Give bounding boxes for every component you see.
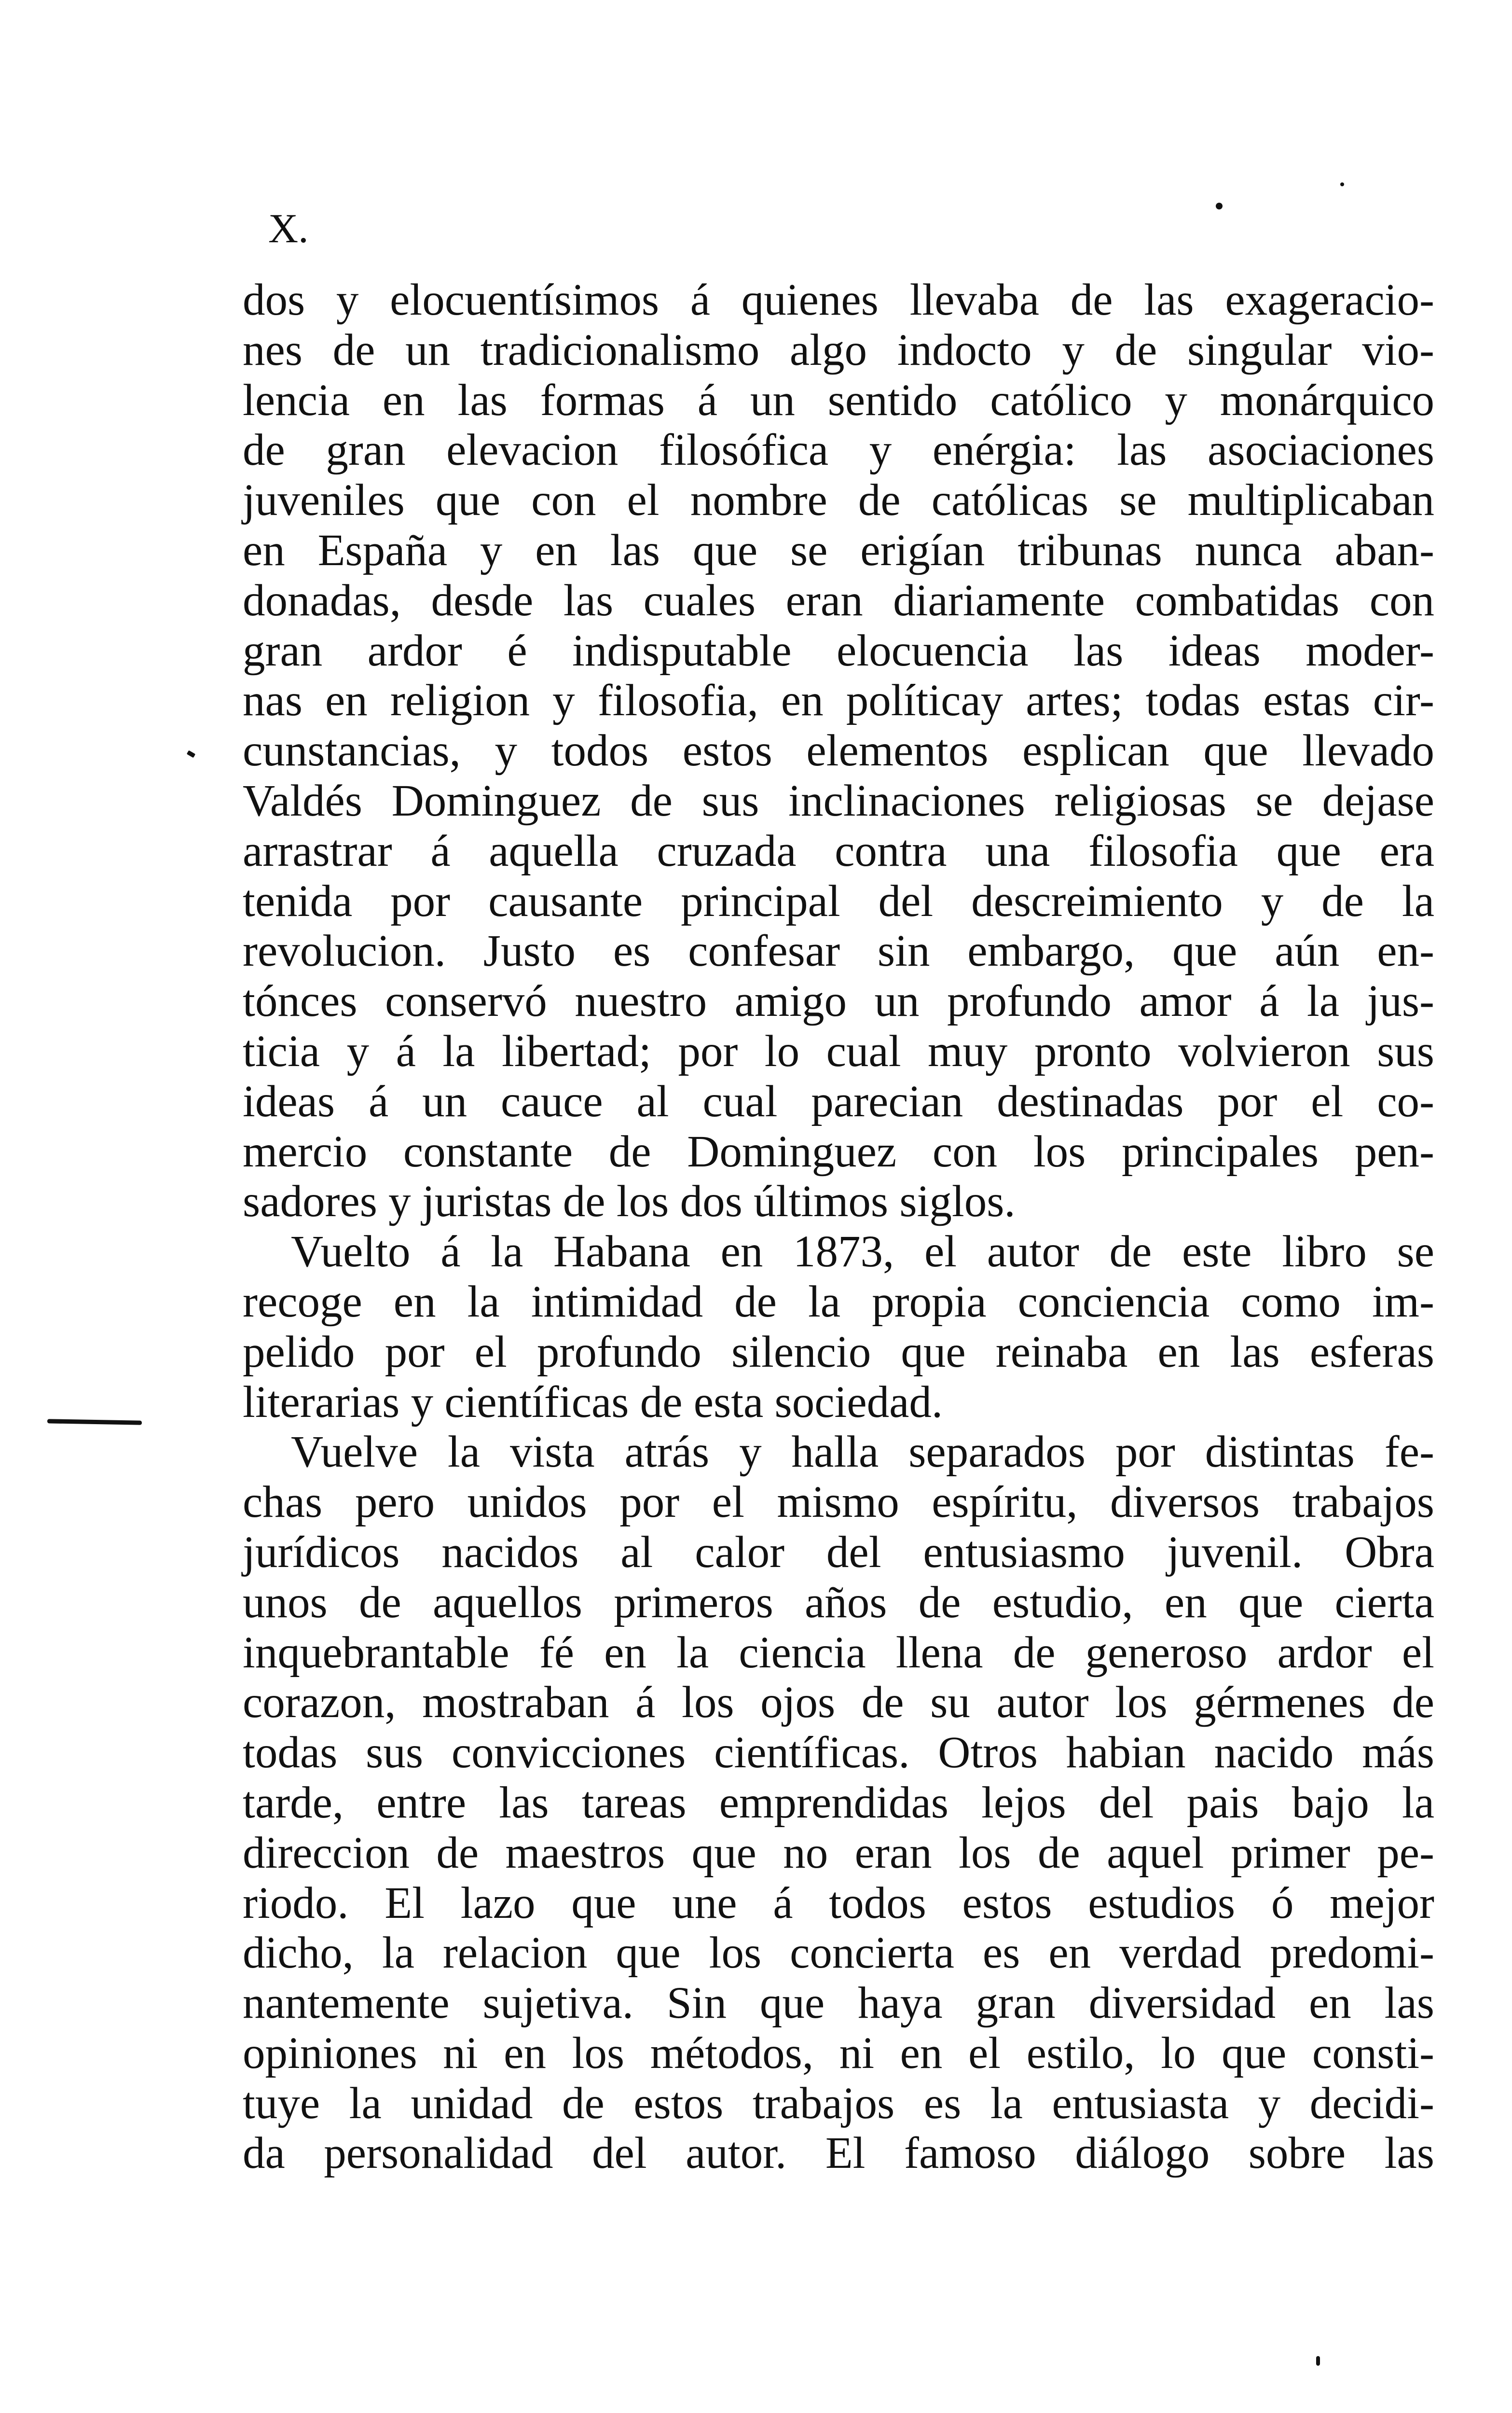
text-line: sadores y juristas de los dos últimos siglos. xyxy=(243,1177,1016,1227)
text-line: donadas, desde las cuales eran diariamente combatidas con xyxy=(243,575,1434,625)
text-line: inquebrantable fé en la ciencia llena de generoso ardor el xyxy=(243,1627,1434,1678)
text-line: nes de un tradicionalismo algo indocto y de singular vio- xyxy=(243,325,1434,375)
text-line: juveniles que con el nombre de católicas se multiplicaban xyxy=(243,475,1434,526)
text-line: chas pero unidos por el mismo espíritu, diversos trabajos xyxy=(243,1477,1434,1527)
text-line: nantemente sujetiva. Sin que haya gran diversidad en las xyxy=(243,1978,1434,2028)
text-line: lencia en las formas á un sentido católico y monárquico xyxy=(243,375,1434,425)
text-line: arrastrar á aquella cruzada contra una filosofia que era xyxy=(243,826,1434,876)
text-line: opiniones ni en los métodos, ni en el estilo, lo que consti- xyxy=(243,2028,1434,2078)
text-line: dicho, la relacion que los concierta es en verdad predomi- xyxy=(243,1928,1434,1978)
text-line: pelido por el profundo silencio que reinaba en las esferas xyxy=(243,1327,1434,1377)
text-line: tarde, entre las tareas emprendidas lejos del pais bajo la xyxy=(243,1777,1434,1828)
text-line: da personalidad del autor. El famoso diálogo sobre las xyxy=(243,2128,1434,2178)
text-line: nas en religion y filosofia, en políticay artes; todas estas cir- xyxy=(243,676,1434,726)
text-line: cunstancias, y todos estos elementos esplican que llevado xyxy=(243,726,1434,776)
text-line: recoge en la intimidad de la propia conciencia como im- xyxy=(243,1276,1434,1327)
ink-speck xyxy=(1316,2356,1320,2366)
text-line: Vuelve la vista atrás y halla separados por distintas fe- xyxy=(291,1427,1434,1477)
text-line: riodo. El lazo que une á todos estos estudios ó mejor xyxy=(243,1878,1434,1928)
text-line: jurídicos nacidos al calor del entusiasmo juvenil. Obra xyxy=(243,1527,1434,1577)
ink-speck xyxy=(187,750,195,758)
text-line: tenida por causante principal del descreimiento y de la xyxy=(243,876,1434,926)
page-number: X. xyxy=(268,205,309,251)
text-line: direccion de maestros que no eran los de aquel primer pe- xyxy=(243,1828,1434,1878)
text-line: literarias y científicas de esta sociedad. xyxy=(243,1377,943,1427)
text-line: unos de aquellos primeros años de estudio, en que cierta xyxy=(243,1577,1434,1627)
text-line: de gran elevacion filosófica y enérgia: las asociaciones xyxy=(243,425,1434,475)
text-line: tónces conservó nuestro amigo un profundo amor á la jus- xyxy=(243,976,1434,1026)
text-line: ideas á un cauce al cual parecian destinadas por el co- xyxy=(243,1076,1434,1126)
margin-ink-stroke xyxy=(47,1419,142,1425)
text-line: revolucion. Justo es confesar sin embargo, que aún en- xyxy=(243,926,1434,976)
body-text xyxy=(243,275,1434,2178)
ink-speck xyxy=(1340,182,1344,186)
text-line: ticia y á la libertad; por lo cual muy pronto volvieron sus xyxy=(243,1026,1434,1076)
text-line: todas sus convicciones científicas. Otros habian nacido más xyxy=(243,1728,1434,1778)
text-line: en España y en las que se erigían tribunas nunca aban- xyxy=(243,525,1434,575)
text-line: mercio constante de Dominguez con los principales pen- xyxy=(243,1126,1434,1177)
ink-speck xyxy=(1216,203,1223,209)
text-line: tuye la unidad de estos trabajos es la entusiasta y decidi- xyxy=(243,2078,1434,2128)
text-line: Valdés Dominguez de sus inclinaciones religiosas se dejase xyxy=(243,776,1434,826)
text-line: corazon, mostraban á los ojos de su autor los gérmenes de xyxy=(243,1678,1434,1728)
text-line: gran ardor é indisputable elocuencia las ideas moder- xyxy=(243,625,1434,676)
text-line: dos y elocuentísimos á quienes llevaba de las exageracio- xyxy=(243,275,1434,325)
text-line: Vuelto á la Habana en 1873, el autor de este libro se xyxy=(291,1227,1434,1277)
